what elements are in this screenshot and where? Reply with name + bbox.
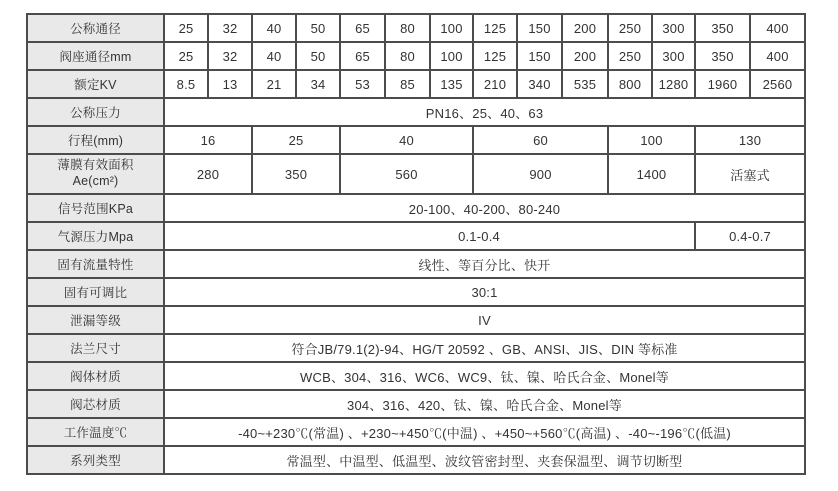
data-cell: 800 <box>608 70 652 98</box>
data-cell: 300 <box>652 42 695 70</box>
data-cell: 21 <box>252 70 296 98</box>
data-cell: 900 <box>473 154 608 194</box>
row-label: 系列类型 <box>27 446 164 474</box>
row-label: 固有可调比 <box>27 278 164 306</box>
data-cell: WCB、304、316、WC6、WC9、钛、镍、哈氏合金、Monel等 <box>164 362 805 390</box>
data-cell: -40~+230℃(常温) 、+230~+450℃(中温) 、+450~+560℃(高温) 、-40~-196℃(低温) <box>164 418 805 446</box>
data-cell: 100 <box>430 42 473 70</box>
data-cell: 60 <box>473 126 608 154</box>
data-cell: 350 <box>695 42 750 70</box>
row-label: 工作温度℃ <box>27 418 164 446</box>
table-row <box>27 278 805 306</box>
table-row <box>27 42 805 70</box>
data-cell: 340 <box>517 70 562 98</box>
data-cell: 2560 <box>750 70 805 98</box>
row-label: 阀芯材质 <box>27 390 164 418</box>
table-row <box>27 98 805 126</box>
data-cell: 200 <box>562 14 608 42</box>
table-row <box>27 334 805 362</box>
data-cell: 125 <box>473 14 517 42</box>
table-row <box>27 250 805 278</box>
data-cell: 85 <box>385 70 430 98</box>
data-cell: 50 <box>296 14 340 42</box>
data-cell: 53 <box>340 70 385 98</box>
data-cell: 16 <box>164 126 252 154</box>
data-cell: 65 <box>340 42 385 70</box>
data-cell: 40 <box>340 126 473 154</box>
row-label-line: Ae(cm²) <box>72 174 119 188</box>
table-row <box>27 306 805 334</box>
data-cell: PN16、25、40、63 <box>164 98 805 126</box>
data-cell: 活塞式 <box>695 154 805 194</box>
data-cell: 400 <box>750 42 805 70</box>
row-label: 法兰尺寸 <box>27 334 164 362</box>
valve-spec-table <box>26 13 806 475</box>
data-cell: 25 <box>252 126 340 154</box>
row-label: 泄漏等级 <box>27 306 164 334</box>
data-cell: 0.4-0.7 <box>695 222 805 250</box>
table-row <box>27 14 805 42</box>
table-row <box>27 194 805 222</box>
table-row <box>27 126 805 154</box>
row-label: 固有流量特性 <box>27 250 164 278</box>
data-cell: 535 <box>562 70 608 98</box>
data-cell: 32 <box>208 42 252 70</box>
table-row <box>27 390 805 418</box>
data-cell: 560 <box>340 154 473 194</box>
spec-sheet-page <box>0 13 838 491</box>
row-label: 阀体材质 <box>27 362 164 390</box>
data-cell: 1400 <box>608 154 695 194</box>
data-cell: 130 <box>695 126 805 154</box>
data-cell: IV <box>164 306 805 334</box>
row-label: 公称通径 <box>27 14 164 42</box>
data-cell: 300 <box>652 14 695 42</box>
data-cell: 线性、等百分比、快开 <box>164 250 805 278</box>
row-label-line: 薄膜有效面积 <box>57 158 134 173</box>
data-cell: 350 <box>695 14 750 42</box>
data-cell: 100 <box>608 126 695 154</box>
row-label: 公称压力 <box>27 98 164 126</box>
data-cell: 280 <box>164 154 252 194</box>
data-cell: 13 <box>208 70 252 98</box>
data-cell: 304、316、420、钛、镍、哈氏合金、Monel等 <box>164 390 805 418</box>
data-cell: 34 <box>296 70 340 98</box>
data-cell: 80 <box>385 14 430 42</box>
data-cell: 32 <box>208 14 252 42</box>
row-label: 阀座通径mm <box>27 42 164 70</box>
data-cell: 210 <box>473 70 517 98</box>
data-cell: 1280 <box>652 70 695 98</box>
data-cell: 350 <box>252 154 340 194</box>
data-cell: 40 <box>252 42 296 70</box>
data-cell: 65 <box>340 14 385 42</box>
data-cell: 0.1-0.4 <box>164 222 695 250</box>
table-row <box>27 154 805 194</box>
data-cell: 400 <box>750 14 805 42</box>
data-cell: 符合JB/79.1(2)-94、HG/T 20592 、GB、ANSI、JIS、DIN 等标准 <box>164 334 805 362</box>
data-cell: 8.5 <box>164 70 208 98</box>
table-row <box>27 222 805 250</box>
table-row <box>27 446 805 474</box>
data-cell: 20-100、40-200、80-240 <box>164 194 805 222</box>
row-label: 行程(mm) <box>27 126 164 154</box>
table-row <box>27 362 805 390</box>
data-cell: 常温型、中温型、低温型、波纹管密封型、夹套保温型、调节切断型 <box>164 446 805 474</box>
row-label: 额定KV <box>27 70 164 98</box>
data-cell: 150 <box>517 42 562 70</box>
data-cell: 200 <box>562 42 608 70</box>
row-label <box>27 154 164 194</box>
data-cell: 25 <box>164 14 208 42</box>
data-cell: 40 <box>252 14 296 42</box>
row-label: 信号范围KPa <box>27 194 164 222</box>
data-cell: 125 <box>473 42 517 70</box>
data-cell: 1960 <box>695 70 750 98</box>
data-cell: 50 <box>296 42 340 70</box>
data-cell: 250 <box>608 42 652 70</box>
data-cell: 100 <box>430 14 473 42</box>
table-row <box>27 70 805 98</box>
data-cell: 250 <box>608 14 652 42</box>
table-body <box>27 14 805 474</box>
data-cell: 80 <box>385 42 430 70</box>
data-cell: 30:1 <box>164 278 805 306</box>
table-row <box>27 418 805 446</box>
row-label: 气源压力Mpa <box>27 222 164 250</box>
data-cell: 25 <box>164 42 208 70</box>
data-cell: 150 <box>517 14 562 42</box>
data-cell: 135 <box>430 70 473 98</box>
